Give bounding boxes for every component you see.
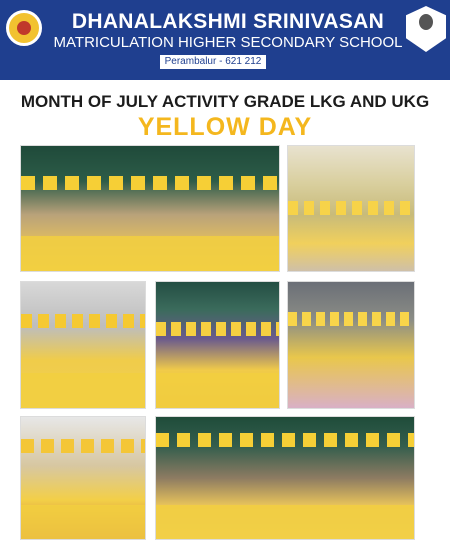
school-logo-icon	[6, 10, 42, 46]
gallery-photo-3	[20, 281, 146, 409]
crowns-row	[21, 176, 279, 190]
crowns-row	[156, 322, 279, 336]
crowns-row	[21, 314, 145, 328]
yellow-table	[21, 236, 279, 271]
gallery-photo-4	[155, 281, 280, 409]
crowns-row	[156, 433, 414, 447]
gallery-photo-1	[20, 145, 280, 272]
school-header	[0, 0, 450, 80]
event-title: MONTH OF JULY ACTIVITY GRADE LKG AND UKG	[20, 92, 430, 111]
event-subtitle: YELLOW DAY	[137, 113, 313, 141]
portrait-icon	[419, 14, 433, 30]
school-subtitle: MATRICULATION HIGHER SECONDARY SCHOOL	[53, 34, 403, 51]
founder-emblem-icon	[406, 6, 446, 52]
yellow-table	[21, 373, 145, 408]
crowns-row	[21, 439, 145, 453]
yellow-table	[156, 373, 279, 408]
gallery-photo-2	[287, 145, 415, 272]
school-location: Perambalur - 621 212	[160, 55, 266, 69]
yellow-table	[156, 505, 414, 539]
gallery-photo-6	[20, 416, 146, 540]
crowns-row	[288, 201, 414, 215]
school-name: DHANALAKSHMI SRINIVASAN	[71, 10, 385, 33]
crowns-row	[288, 312, 414, 326]
gallery-photo-7	[155, 416, 415, 540]
gallery-photo-5	[287, 281, 415, 409]
yellow-table	[21, 505, 145, 539]
